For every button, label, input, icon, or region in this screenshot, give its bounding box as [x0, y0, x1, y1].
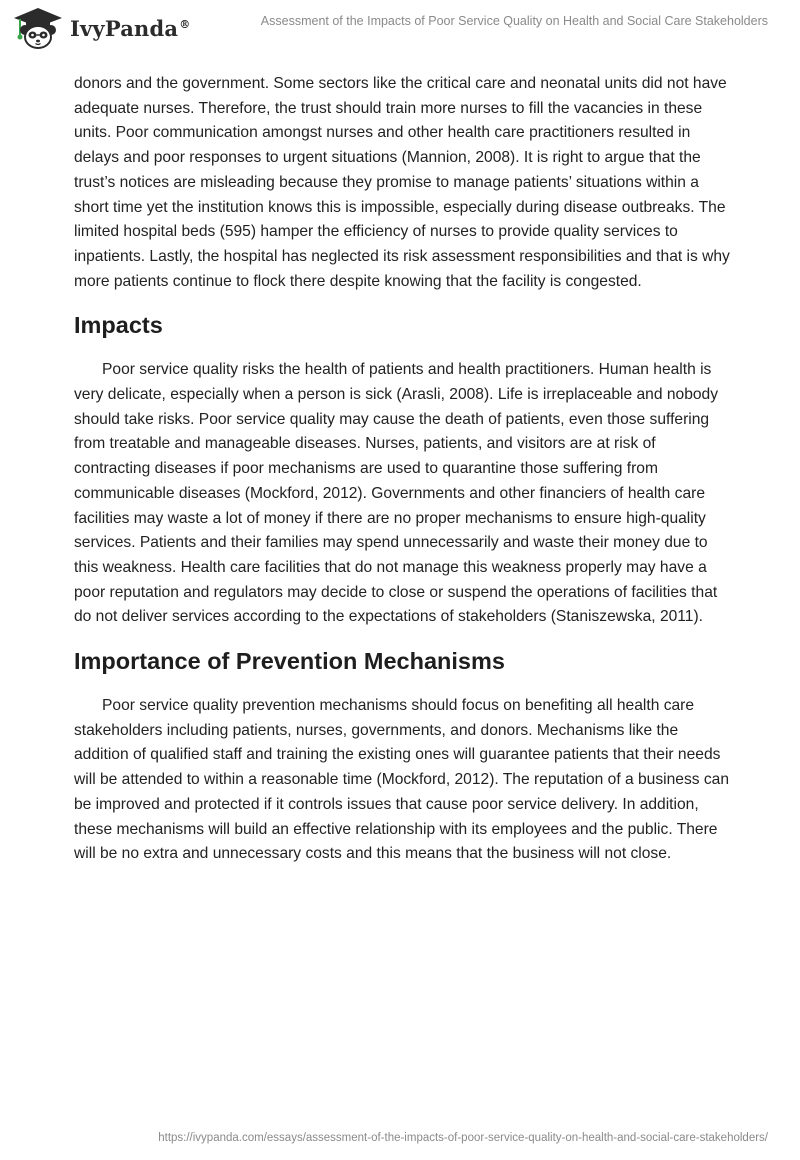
prevention-heading: Importance of Prevention Mechanisms — [74, 648, 505, 675]
brand-name: IvyPanda® — [70, 15, 191, 41]
intro-paragraph: donors and the government. Some sectors like the critical care and neonatal units did not have adequate nurses. Therefore, the trust should train more nurses to fill the vacancies in these units. Poor communication amongst nurses and other health care practitioners resulted in delays and poor responses to urgent situations (Mannion, 2008). It is right to argue that the trust’s notices are misleading because they promise to manage patients’ situations within a short time yet the institution knows this is impossible, especially during disease outbreaks. The limited hospital beds (595) hamper the efficiency of nurses to provide quality services to inpatients. Lastly, the hospital has neglected its risk assessment responsibilities and that is why more patients continue to flock there despite knowing that the facility is congested. — [74, 75, 730, 290]
essay-body — [74, 72, 730, 883]
panda-graduate-icon — [12, 6, 64, 50]
impacts-heading: Impacts — [74, 312, 163, 339]
source-url[interactable]: https://ivypanda.com/essays/assessment-of-the-impacts-of-poor-service-quality-on-health-and-social-care-stakeholders/ — [158, 1132, 768, 1144]
impacts-paragraph: Poor service quality risks the health of patients and health practitioners. Human health is very delicate, especially when a person is sick (Arasli, 2008). Life is irreplaceable and nobody should take risks. Poor service quality may cause the death of patients, even those suffering from treatable and manageable diseases. Nurses, patients, and visitors are at risk of contracting diseases if poor mechanisms are used to quarantine those suffering from communicable diseases (Mockford, 2012). Governments and other financiers of health care facilities may waste a lot of money if there are no proper mechanisms to ensure high-quality services. Patients and their families may spend unnecessarily and waste their money due to this weakness. Health care facilities that do not manage this weakness properly may have a poor reputation and regulators may decide to close or suspend the operations of facilities that do not deliver services according to the expectations of stakeholders (Staniszewska, 2011). — [74, 361, 719, 626]
prevention-paragraph: Poor service quality prevention mechanisms should focus on benefiting all health care stakeholders including patients, nurses, governments, and donors. Mechanisms like the addition of qualified staff and training the existing ones will guarantee patients that their needs will be attended to within a reasonable time (Mockford, 2012). The reputation of a business can be improved and protected if it controls issues that cause poor service delivery. In addition, these mechanisms will build an effective relationship with its employees and the public. There will be no extra and unnecessary costs and this means that the business will not close. — [74, 697, 730, 863]
brand-logo[interactable] — [12, 6, 190, 50]
registered-mark: ® — [179, 17, 191, 31]
page-header — [0, 0, 800, 60]
document-title: Assessment of the Impacts of Poor Service Quality on Health and Social Care Stakeholders — [260, 14, 768, 28]
